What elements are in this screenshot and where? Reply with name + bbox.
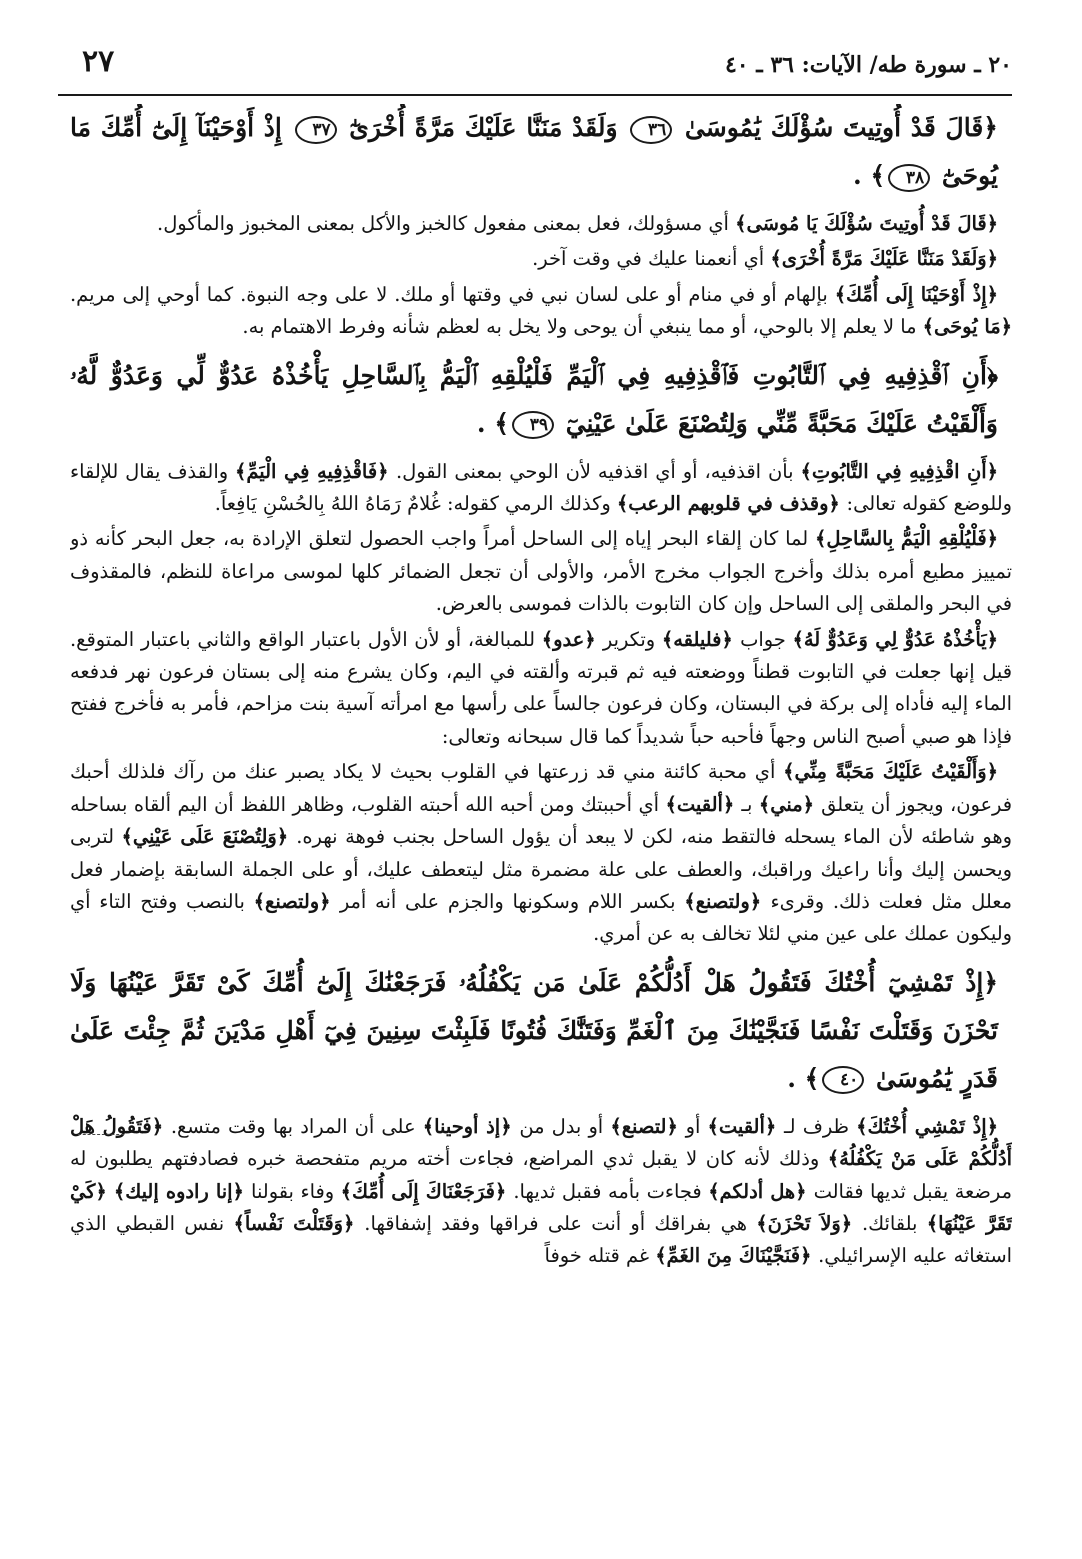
ayah-number: ٣٦ bbox=[630, 116, 672, 144]
commentary: وفاء بقولنا bbox=[251, 1179, 341, 1203]
commentary: بأن اقذفيه، أو أي اقذفيه لأن الوحي بمعنى القول. bbox=[396, 459, 801, 483]
quote: ﴿فَنَجَّيْنَاكَ مِنَ الغَمِّ﴾ bbox=[655, 1244, 819, 1268]
commentary: على أن المراد بها وقت متسع. bbox=[170, 1114, 423, 1138]
quote: ﴿وَأَلْقَيْتُ عَلَيْكَ مَحَبَّةً مِنِّي﴾ bbox=[783, 760, 999, 784]
quote: ﴿فَلْيُلْقِهِ الْيَمُّ بِالسَّاحِلِ﴾ bbox=[815, 527, 998, 551]
bracket-open: ﴿ bbox=[986, 360, 998, 390]
quote: ﴿إِذْ تَمْشِي أُخْتُكَ﴾ bbox=[856, 1114, 998, 1138]
quote: ﴿فَرَجَعْنَاكَ إِلَى أُمِّكَ﴾ bbox=[340, 1179, 514, 1203]
bracket-close: ﴾ . bbox=[476, 408, 509, 438]
commentary: أي أحببتك ومن أحبه الله أحبته القلوب، وظاهر اللفظ أن اليم ألقاه بساحله وهو شاطئه لأن الماء يسحله فالتقط منه، لكن لا يبعد أن يؤول الساحل بجنب فوهة نهره. bbox=[70, 792, 1012, 849]
quote: ﴿ولتصنع﴾ bbox=[684, 889, 771, 913]
commentary: وذلك لأنه كان لا يقبل ثدي المراضع، فجاءت أخته مريم متفحصة خبره فصادفتهم يطلبون له مرضعة يقبل ثديها فقالت bbox=[70, 1147, 1012, 1203]
quote: ﴿ألقيت﴾ bbox=[707, 1114, 784, 1138]
quote: ﴿أَنِ اقْذِفِيهِ فِي التَّابُوتِ﴾ bbox=[800, 459, 998, 483]
quote: ﴿فَتَقُولُ هَلْ أَدُلُّكُمْ عَلَى مَنْ يَكْفُلُهُ﴾ bbox=[70, 1114, 1012, 1171]
commentary: بـ bbox=[741, 792, 759, 816]
ayah-number: ٣٧ bbox=[295, 116, 337, 144]
quote: ﴿فَاقْذِفِيهِ فِي الْيَمِّ﴾ bbox=[235, 459, 396, 483]
bracket-close: ﴾ . bbox=[853, 161, 886, 190]
quote: ﴿يَأْخُذْهُ عَدُوٌّ لِي وَعَدُوٌّ لَهُ﴾ bbox=[792, 627, 998, 651]
tafsir-paragraph bbox=[70, 456, 1012, 521]
quote: ﴿وقذف في قلوبهم الرعب﴾ bbox=[616, 492, 847, 516]
quote: ﴿لتصنع﴾ bbox=[610, 1114, 686, 1138]
quote: ﴿كَيْ تَقَرَّ عَيْنُهَا﴾ bbox=[70, 1179, 1012, 1235]
quote: ﴿إِذْ أَوْحَيْنَا إِلَى أُمِّكَ﴾ bbox=[834, 282, 999, 306]
verse-block bbox=[70, 959, 1012, 1103]
bracket-close: ﴾ . bbox=[787, 1063, 820, 1093]
page-body bbox=[70, 104, 1012, 1541]
quote: ﴿قَالَ قَدْ أُوتِيتَ سُؤْلَكَ يَا مُوسَى﴾ bbox=[735, 212, 998, 235]
commentary: والقذف يقال للإلقاء وللوضع كقوله تعالى: bbox=[70, 459, 1012, 516]
dashed-mark bbox=[78, 1134, 124, 1135]
quote: ﴿فليلقه﴾ bbox=[661, 627, 741, 651]
commentary: أي مسؤولك، فعل بمعنى مفعول كالخبز والأكل بمعنى المخبوز والمأكول. bbox=[157, 212, 736, 235]
bracket-open: ﴿ bbox=[983, 967, 998, 997]
commentary: أي محبة كائنة مني قد زرعتها في القلوب بحيث لا يكاد يصبر عنك من رآك فلذلك أحبك فرعون، ويجوز أن يتعلق bbox=[70, 760, 1012, 816]
quote: ﴿عدو﴾ bbox=[541, 627, 603, 651]
quote: ﴿وَلِتُصْنَعَ عَلَى عَيْنِي﴾ bbox=[121, 825, 297, 849]
tafsir-paragraph bbox=[70, 243, 1012, 275]
commentary: لما كان إلقاء البحر إياه إلى الساحل أمراً واجب الحصول لتعلق الإرادة به، جعل البحر كأنه ذو تمييز مطيع أمره بذلك وأخرج الجواب مخرج الأمر، والأولى أن تجعل الضمائر كلها لموسى مراعاة للنظم، فالمقذوف في البحر والملقى إلى الساحل وإن كان التابوت بالذات فموسى بالعرض. bbox=[70, 527, 1012, 616]
quote: ﴿ألقيت﴾ bbox=[665, 792, 742, 816]
tafsir-paragraph bbox=[70, 523, 1012, 620]
quote: ﴿ولتصنع﴾ bbox=[253, 889, 340, 913]
ayah-number: ٣٨ bbox=[888, 164, 930, 192]
ayah-number: ٣٩ bbox=[512, 411, 554, 439]
commentary: غم قتله خوفاً bbox=[544, 1244, 656, 1268]
commentary: بإلهام أو في منام أو على لسان نبي في وقتها أو ملك. لا على وجه النبوة. كما أوحي إلى مريم. bbox=[70, 282, 835, 306]
page-header bbox=[58, 40, 1012, 96]
tafsir-paragraph bbox=[70, 624, 1012, 754]
running-title: ٢٠ ـ سورة طه/ الآيات: ٣٦ ـ ٤٠ bbox=[724, 52, 1012, 78]
quote: ﴿إذ أوحينا﴾ bbox=[422, 1114, 520, 1138]
commentary: ظرف لـ bbox=[783, 1114, 857, 1138]
verse-block bbox=[70, 104, 1012, 200]
ayah-number: ٤٠ bbox=[822, 1066, 864, 1094]
commentary: لتربى ويحسن إليك وأنا راعيك وراقبك، والعطف على علة مضمرة مثل ليتعطف عليك، أو على الجملة السابقة بإضمار فعل معلل مثل فعلت ذلك. وقرىء bbox=[70, 825, 1012, 913]
quote: ﴿إنا رادوه إليك﴾ bbox=[113, 1179, 252, 1203]
quote: ﴿وَلَقَدْ مَنَنَّا عَلَيْكَ مَرَّةً أُخْرَى﴾ bbox=[770, 247, 998, 271]
tafsir-paragraph bbox=[70, 756, 1012, 950]
commentary: أو بدل من bbox=[519, 1114, 611, 1138]
quote: ﴿مَا يُوحَى﴾ bbox=[922, 315, 1012, 339]
commentary: للمبالغة، أو لأن الأول باعتبار الواقع والثاني باعتبار المتوقع. قيل إنها جعلت في التابوت قطناً ووضعته فيه ثم قبرته وألقته في اليم، وكان يشرع منه إلى بستان فرعون نهر فدفعه الماء إليه فأداه إلى بركة في البستان، وكان فرعون جالساً على رأسها مع امرأته آسية بنت مزاحم، فأمر به فأخرج ففتح فإذا هو صبي أصبح الناس وجهاً فأحبه حباً شديداً كما قال سبحانه وتعالى: bbox=[70, 627, 1012, 748]
verse-block bbox=[70, 352, 1012, 448]
quote: ﴿مني﴾ bbox=[758, 792, 822, 816]
verse-text: إِذْ أَوْحَيْنَآ إِلَىٰٓ أُمِّكَ مَا يُوحَىٰٓ bbox=[70, 113, 998, 190]
commentary: بالنصب وفتح التاء أي وليكون عملك على عين مني لئلا تخالف به عن أمري. bbox=[70, 889, 1012, 946]
commentary: ما لا يعلم إلا بالوحي، أو مما ينبغي أن يوحى ولا يخل به لعظم شأنه وفرط الاهتمام به. bbox=[242, 315, 923, 339]
commentary: أو bbox=[685, 1114, 708, 1138]
verse-text: قَالَ قَدْ أُوتِيتَ سُؤْلَكَ يَٰمُوسَىٰ bbox=[684, 113, 984, 142]
commentary: نفس القبطي الذي استغاثه عليه الإسرائيلي. bbox=[70, 1211, 1012, 1268]
page-number: ٢٧ bbox=[82, 44, 115, 79]
commentary: بكسر اللام وسكونها والجزم على أنه أمر bbox=[339, 889, 685, 913]
commentary: فجاءت بأمه فقبل ثديها. bbox=[513, 1179, 709, 1203]
commentary: هي بفراقك أو أنت على فراقها وفقد إشفاقها. bbox=[364, 1211, 757, 1235]
quote: ﴿وَلاَ تَحْزَنَ﴾ bbox=[756, 1211, 862, 1235]
quote: ﴿هل أدلكم﴾ bbox=[708, 1179, 814, 1203]
tafsir-paragraph bbox=[70, 208, 1012, 240]
commentary: وكذلك الرمي كقوله: غُلامٌ رَمَاهُ اللهُ بِالحُسْنِ يَافِعاً. bbox=[214, 492, 617, 516]
verse-text: إِذْ تَمْشِيٓ أُخْتُكَ فَتَقُولُ هَلْ أَدُلُّكُمْ عَلَىٰ مَن يَكْفُلُهُۥ فَرَجَعْنَٰكَ إِلَىٰٓ أُمِّكَ كَىْ تَقَرَّ عَيْنُهَا وَلَا تَحْزَنَ وَقَتَلْتَ نَفْسًا فَنَجَّيْنَٰكَ مِنَ ٱلْغَمِّ وَفَتَنَّٰكَ فُتُونًا فَلَبِثْتَ سِنِينَ فِيٓ أَهْلِ مَدْيَنَ ثُمَّ جِئْتَ عَلَىٰ قَدَرٍ يَٰمُوسَىٰ bbox=[70, 967, 998, 1093]
verse-text: أَنِ ٱقْذِفِيهِ فِي ٱلتَّابُوتِ فَٱقْذِفِيهِ فِي ٱلْيَمِّ فَلْيُلْقِهِ ٱلْيَمُّ بِٱلسَّاحِلِ يَأْخُذْهُ عَدُوٌّ لِّي وَعَدُوٌّ لَّهُۥ وَأَلْقَيْتُ عَلَيْكَ مَحَبَّةً مِّنِّي وَلِتُصْنَعَ عَلَىٰ عَيْنِيٓ bbox=[70, 360, 998, 438]
tafsir-paragraph bbox=[70, 279, 1012, 344]
verse-text: وَلَقَدْ مَنَنَّا عَلَيْكَ مَرَّةً أُخْرَىٰٓ bbox=[349, 113, 618, 142]
quote: ﴿وَقَتَلْتَ نَفْساً﴾ bbox=[233, 1211, 365, 1235]
commentary: جواب bbox=[740, 627, 793, 651]
commentary: بلقائك. bbox=[862, 1211, 927, 1235]
tafsir-paragraph bbox=[70, 1111, 1012, 1273]
bracket-open: ﴿ bbox=[983, 113, 998, 142]
commentary: أي أنعمنا عليك في وقت آخر. bbox=[532, 247, 771, 271]
commentary: وتكرير bbox=[602, 627, 662, 651]
